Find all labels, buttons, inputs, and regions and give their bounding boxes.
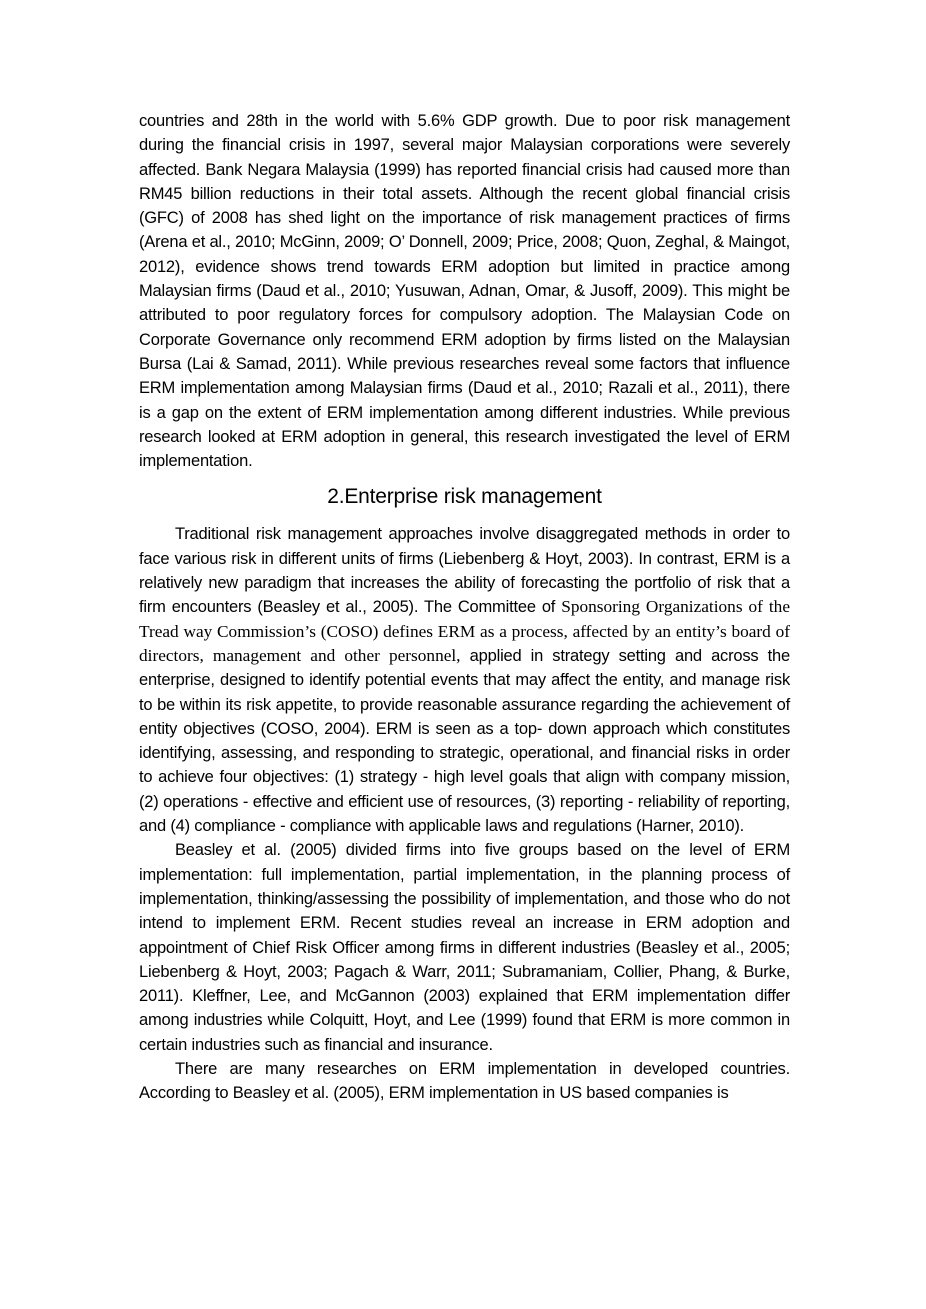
paragraph-developed-countries-text: There are many researches on ERM implementation in developed countries. According to Beasley et al. (2005), ERM implementation in US based companies is — [139, 1059, 790, 1103]
erm-definition-sans-lead: Traditional risk management approaches involve disaggregated methods in order to face various risk in different units of firms (Liebenberg & Hoyt, 2003). In contrast, ERM is a relatively new paradigm that increases the ability of forecasting the portfolio of risk that a firm encounters (Beasley et al., 2005). The Committee of — [139, 525, 790, 617]
paragraph-beasley-groups-text: Beasley et al. (2005) divided firms into five groups based on the level of ERM implementation: full implementation, partial implementation, in the planning process of implementation, thinking/assessing the possibility of implementation, and those who do not intend to implement ERM. Recent studies reveal an increase in ERM adoption and appointment of Chief Risk Officer among firms in different industries (Beasley et al., 2005; Liebenberg & Hoyt, 2003; Pagach & Warr, 2011; Subramaniam, Collier, Phang, & Burke, 2011). Kleffner, Lee, and McGannon (2003) explained that ERM implementation differ among industries while Colquitt, Hoyt, and Lee (1999) found that ERM is more common in certain industries such as financial and insurance. — [139, 841, 790, 1054]
erm-definition-sans-tail: applied in strategy setting and across the enterprise, designed to identify potential events that may affect the entity, and manage risk to be within its risk appetite, to provide reasonable assurance regarding the achievement of entity objectives (COSO, 2004). ERM is seen as a top- down approach which constitutes identifying, assessing, and responding to strategic, operational, and financial risks in order to achieve four objectives: (1) strategy - high level goals that align with company mission, (2) operations - effective and efficient use of resources, (3) reporting - reliability of reporting, and (4) compliance - compliance with applicable laws and regulations (Harner, 2010). — [139, 646, 790, 836]
erm-definition-serif-quote: Sponsoring Organizations of the Tread way Commission’s (COSO) defines ERM as a process, affected by an entity’s board of directors, management and other personnel, — [139, 597, 790, 665]
page-content — [139, 109, 790, 1106]
section-heading: 2.Enterprise risk management — [327, 485, 602, 509]
paragraph-intro — [139, 109, 790, 473]
paragraph-developed-countries — [139, 1057, 790, 1106]
paragraph-erm-definition — [139, 522, 790, 838]
paragraph-intro-text: countries and 28th in the world with 5.6% GDP growth. Due to poor risk management during the financial crisis in 1997, several major Malaysian corporations were severely affected. Bank Negara Malaysia (1999) has reported financial crisis had caused more than RM45 billion reductions in their total assets. Although the recent global financial crisis (GFC) of 2008 has shed light on the importance of risk management practices of firms (Arena et al., 2010; McGinn, 2009; O’ Donnell, 2009; Price, 2008; Quon, Zeghal, & Maingot, 2012), evidence shows trend towards ERM adoption but limited in practice among Malaysian firms (Daud et al., 2010; Yusuwan, Adnan, Omar, & Jusoff, 2009). This might be attributed to poor regulatory forces for compulsory adoption. The Malaysian Code on Corporate Governance only recommend ERM adoption by firms listed on the Malaysian Bursa (Lai & Samad, 2011). While previous researches reveal some factors that influence ERM implementation among Malaysian firms (Daud et al., 2010; Razali et al., 2011), there is a gap on the extent of ERM implementation among different industries. While previous research looked at ERM adoption in general, this research investigated the level of ERM implementation. — [139, 112, 790, 471]
paragraph-beasley-groups — [139, 838, 790, 1057]
